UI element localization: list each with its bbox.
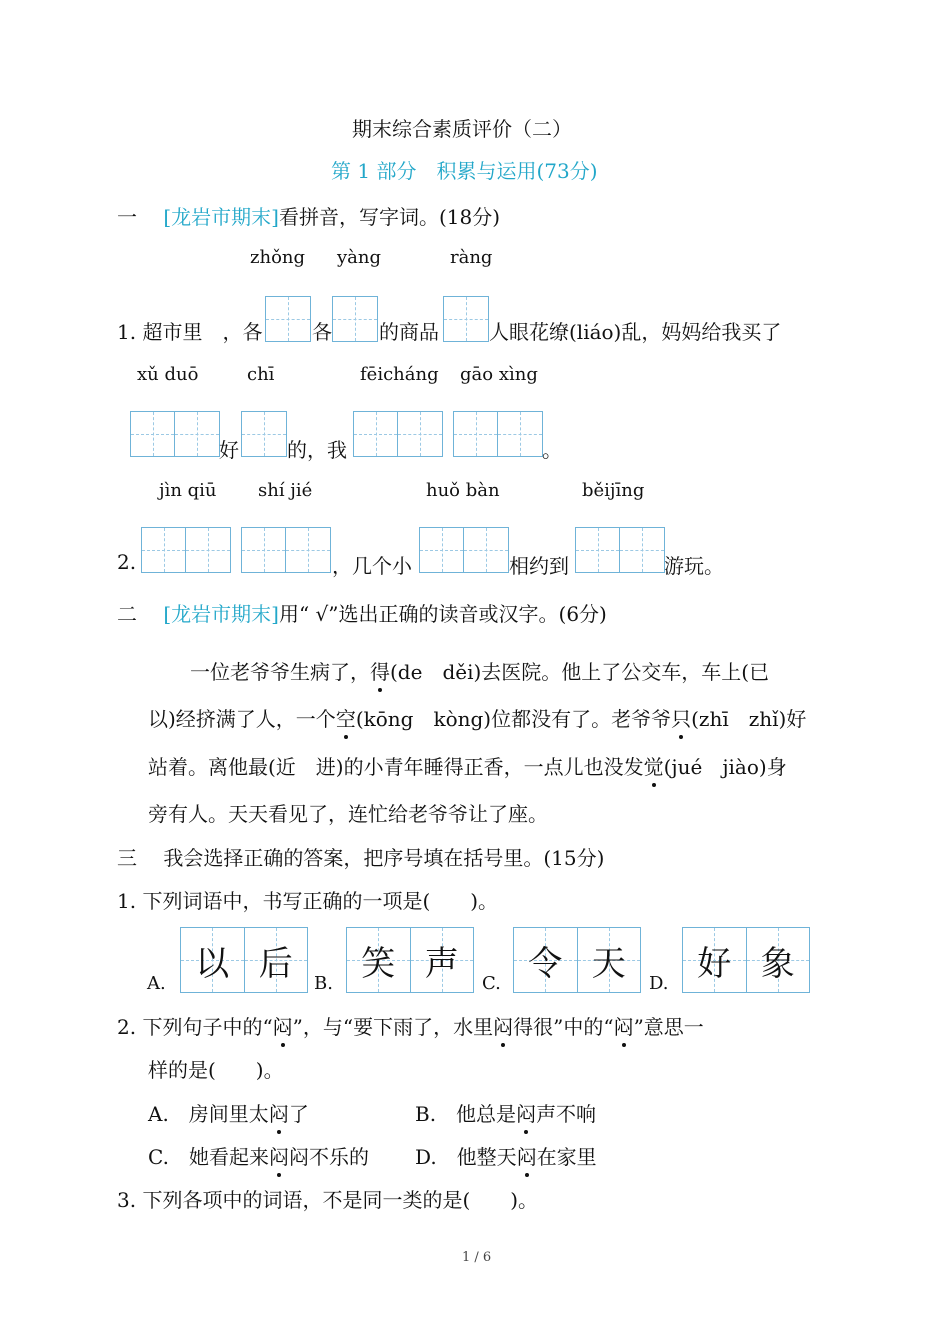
writing-grid[interactable] xyxy=(575,527,665,573)
section-3-heading xyxy=(117,842,604,871)
pinyin-label: xǔ duō xyxy=(137,364,199,385)
pinyin-label: jìn qiū xyxy=(159,480,217,501)
writing-grid[interactable] xyxy=(443,296,489,342)
question-2: 2. 下列句子中的“闷”，与“要下雨了，水里闷得很”中的“闷”意思一 xyxy=(117,1011,704,1040)
question-3: 3. 下列各项中的词语，不是同一类的是( )。 xyxy=(117,1188,539,1212)
pinyin-label: huǒ bàn xyxy=(426,480,500,501)
sentence-text: 人眼花缭(liáo)乱，妈妈给我买了 xyxy=(489,320,782,344)
source-tag: [龙岩市期末] xyxy=(163,205,279,229)
passage-line: 以)经挤满了人，一个空(kōng kòng)位都没有了。老爷爷只(zhī zhǐ)好 xyxy=(148,703,806,732)
passage-line: 一位老爷爷生病了，得(de děi)去医院。他上了公交车，车上(已 xyxy=(190,656,769,685)
option-a[interactable]: A. 房间里太闷了 xyxy=(148,1098,309,1127)
writing-grid[interactable] xyxy=(141,527,231,573)
option-c-box[interactable]: 令 天 xyxy=(513,927,641,993)
question-1: 1. 下列词语中，书写正确的一项是( )。 xyxy=(117,889,499,913)
sentence-text: 的，我 xyxy=(287,438,347,462)
pinyin-label: yàng xyxy=(337,247,382,268)
pinyin-label: shí jié xyxy=(258,480,313,501)
pinyin-label: chī xyxy=(247,364,275,385)
option-label: B. xyxy=(314,973,333,994)
writing-grid[interactable] xyxy=(419,527,509,573)
writing-grid[interactable] xyxy=(353,411,443,457)
page-number: 1 / 6 xyxy=(462,1250,492,1265)
pinyin-label: gāo xìng xyxy=(460,364,538,385)
option-c[interactable]: C. 她看起来闷闷不乐的 xyxy=(148,1141,369,1170)
sentence-text: 2. xyxy=(117,550,137,574)
passage-line: 旁有人。天天看见了，连忙给老爷爷让了座。 xyxy=(148,802,548,826)
section-instruction: 用“ √”选出正确的读音或汉字。(6分) xyxy=(278,602,607,626)
option-b-box[interactable]: 笑 声 xyxy=(346,927,474,993)
option-label: A. xyxy=(147,973,166,994)
option-d-box[interactable]: 好 象 xyxy=(682,927,810,993)
section-instruction: 看拼音，写字词。(18分) xyxy=(278,205,501,229)
sentence-text: 1. 超市里 ，各 xyxy=(117,320,263,344)
section-2-heading xyxy=(117,598,607,627)
writing-grid[interactable] xyxy=(332,296,378,342)
option-b[interactable]: B. 他总是闷声不响 xyxy=(415,1098,596,1127)
section-instruction: 我会选择正确的答案，把序号填在括号里。(15分) xyxy=(163,846,605,870)
sentence-text: 好 xyxy=(219,438,239,462)
writing-grid[interactable] xyxy=(453,411,543,457)
sentence-text: ，几个小 xyxy=(332,554,412,578)
question-2-cont: 样的是( )。 xyxy=(148,1058,284,1082)
passage-line: 站着。离他最(近 进)的小青年睡得正香，一点儿也没发觉(jué jiào)身 xyxy=(148,751,787,780)
pinyin-label: zhǒng xyxy=(250,247,306,268)
section-1-heading xyxy=(117,201,500,230)
sentence-text: 游玩。 xyxy=(664,554,724,578)
section-number: 二 xyxy=(117,602,137,626)
sentence-text: 相约到 xyxy=(509,554,569,578)
option-label: C. xyxy=(482,973,501,994)
pinyin-label: fēicháng xyxy=(360,364,439,385)
section-number: 三 xyxy=(117,846,137,870)
pinyin-label: běijīng xyxy=(582,480,645,501)
option-label: D. xyxy=(649,973,669,994)
part-heading: 第 1 部分 积累与运用(73分) xyxy=(331,159,598,183)
option-d[interactable]: D. 他整天闷在家里 xyxy=(415,1141,597,1170)
pinyin-label: ràng xyxy=(450,247,493,268)
writing-grid[interactable] xyxy=(265,296,311,342)
sentence-text: 。 xyxy=(542,438,562,462)
writing-grid[interactable] xyxy=(241,527,331,573)
sentence-text: 的商品 xyxy=(379,320,439,344)
source-tag: [龙岩市期末] xyxy=(163,602,279,626)
writing-grid[interactable] xyxy=(241,411,287,457)
option-a-box[interactable]: 以 后 xyxy=(180,927,308,993)
writing-grid[interactable] xyxy=(130,411,220,457)
sentence-text: 各 xyxy=(312,320,332,344)
section-number: 一 xyxy=(117,205,137,229)
page-title: 期末综合素质评价（二） xyxy=(352,117,572,141)
